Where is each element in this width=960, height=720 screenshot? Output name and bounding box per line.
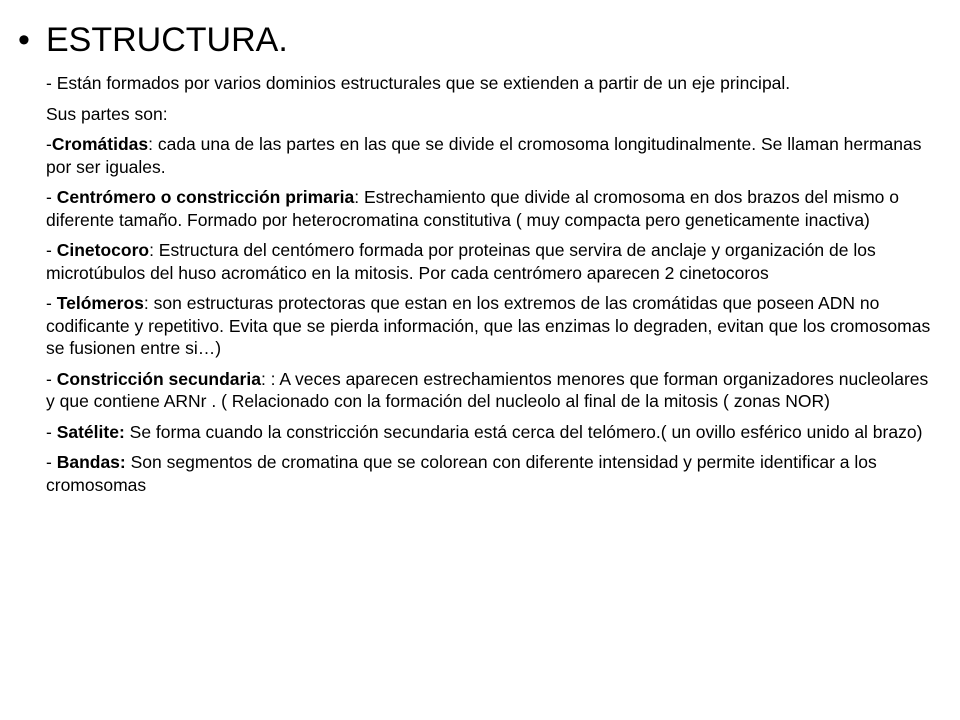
paragraph-text: : : A veces aparecen estrechamientos menores que forman organizadores nucleolares y que contiene ARNr . ( Relacionado con la formación del nucleolo al final de la mitosis ( zonas NOR) bbox=[46, 368, 929, 411]
paragraph-text: : cada una de las partes en las que se divide el cromosoma longitudinalmente. Se llaman hermanas por ser iguales. bbox=[46, 134, 922, 177]
paragraph-text: Están formados por varios dominios estructurales que se extienden a partir de un eje principal. bbox=[56, 73, 791, 93]
paragraph-prefix: - bbox=[46, 240, 57, 260]
paragraph-parts-heading bbox=[46, 103, 932, 126]
paragraph-prefix: - bbox=[46, 421, 57, 442]
paragraph-prefix: - bbox=[46, 187, 57, 207]
slide-title: ESTRUCTURA. bbox=[46, 21, 288, 59]
paragraph-centromero bbox=[46, 186, 932, 231]
paragraph-prefix: - bbox=[46, 134, 52, 154]
paragraph-prefix: - bbox=[46, 293, 57, 313]
paragraph-text: : Estructura del centómero formada por proteinas que servira de anclaje y organización de los microtúbulos del huso acromático en la mitosis. Por cada centrómero aparecen 2 cinetocoros bbox=[46, 240, 876, 283]
paragraph-satelite bbox=[46, 421, 932, 444]
slide-content bbox=[46, 72, 932, 504]
title-row bbox=[18, 20, 288, 60]
paragraph-text: Sus partes son: bbox=[46, 103, 168, 124]
paragraph-term: Cinetocoro bbox=[56, 240, 150, 260]
paragraph-constriccion-secundaria bbox=[46, 368, 932, 413]
paragraph-term: Centrómero o constricción primaria bbox=[56, 187, 355, 207]
paragraph-prefix: - bbox=[46, 73, 57, 93]
paragraph-term: Satélite: bbox=[56, 421, 125, 442]
paragraph-text: : son estructuras protectoras que estan en los extremos de las cromátidas que poseen ADN no codificante y repetitivo. Evita que se pierda información, que las enzimas lo degraden, evitan que los cromosomas se fusionen entre si…) bbox=[46, 293, 931, 358]
title-bullet: • bbox=[18, 21, 30, 59]
paragraph-term: Cromátidas bbox=[51, 134, 149, 154]
paragraph-text: : Estrechamiento que divide al cromosoma en dos brazos del mismo o diferente tamaño. Formado por heterocromatina constitutiva ( muy compacta pero geneticamente inactiva) bbox=[46, 187, 899, 230]
paragraph-term: Constricción secundaria bbox=[56, 368, 261, 389]
paragraph-bandas bbox=[46, 451, 932, 496]
paragraph-cromatidas bbox=[46, 133, 932, 178]
paragraph-text: Son segmentos de cromatina que se colorean con diferente intensidad y permite identificar a los cromosomas bbox=[46, 452, 877, 495]
paragraph-term: Bandas: bbox=[56, 452, 126, 472]
paragraph-cinetocoro bbox=[46, 239, 932, 284]
paragraph-intro bbox=[46, 72, 932, 95]
paragraph-telomeros bbox=[46, 292, 932, 360]
paragraph-text: Se forma cuando la constricción secundaria está cerca del telómero.( un ovillo esférico unido al brazo) bbox=[124, 421, 923, 442]
paragraph-prefix: - bbox=[46, 452, 57, 472]
paragraph-prefix: - bbox=[46, 368, 57, 389]
paragraph-term: Telómeros bbox=[56, 293, 144, 313]
